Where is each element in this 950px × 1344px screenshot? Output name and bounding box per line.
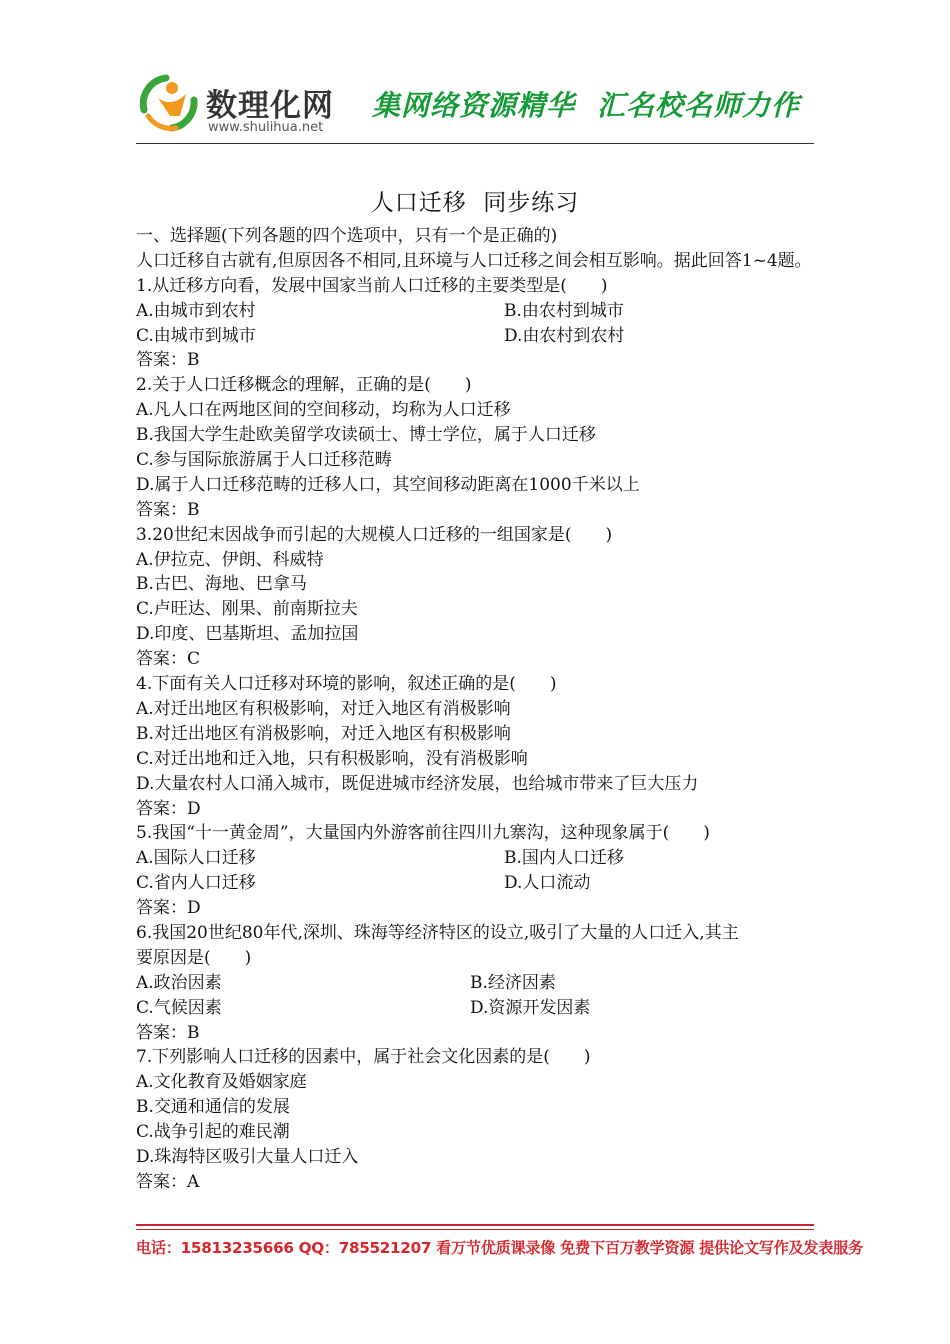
option: D.由农村到农村 bbox=[504, 325, 625, 346]
option: D.大量农村人口涌入城市，既促进城市经济发展，也给城市带来了巨大压力 bbox=[136, 773, 699, 794]
footer-divider-thin bbox=[136, 1229, 814, 1230]
question-6-stem-line1: 6.我国20世纪80年代,深圳、珠海等经济特区的设立,吸引了大量的人口迁入,其主 bbox=[136, 922, 739, 943]
option: C.参与国际旅游属于人口迁移范畴 bbox=[136, 450, 392, 471]
option: B.我国大学生赴欧美留学攻读硕士、博士学位，属于人口迁移 bbox=[136, 425, 596, 446]
site-header bbox=[136, 70, 816, 142]
option: C.由城市到城市 bbox=[136, 325, 256, 346]
option: A.政治因素 bbox=[136, 972, 222, 993]
question-5-options-row1 bbox=[136, 846, 816, 871]
option: B.由农村到城市 bbox=[504, 300, 624, 321]
slogan-right: 汇名校名师力作 bbox=[597, 89, 801, 122]
document-body bbox=[136, 224, 816, 1195]
intro-text: 人口迁移自古就有,但原因各不相同,且环境与人口迁移之间会相互影响。据此回答1~4题。 bbox=[136, 250, 812, 271]
question-2-answer: 答案：B bbox=[136, 499, 200, 520]
question-4-answer: 答案：D bbox=[136, 798, 201, 819]
question-4-stem: 4.下面有关人口迁移对环境的影响，叙述正确的是( ) bbox=[136, 674, 557, 695]
question-5-stem: 5.我国“十一黄金周”，大量国内外游客前往四川九寨沟，这种现象属于( ) bbox=[136, 823, 710, 844]
option: D.珠海特区吸引大量人口迁入 bbox=[136, 1146, 359, 1167]
question-2-stem: 2.关于人口迁移概念的理解，正确的是( ) bbox=[136, 375, 472, 396]
question-6-options-row2 bbox=[136, 996, 816, 1021]
option: C.对迁出地和迁入地，只有积极影响，没有消极影响 bbox=[136, 748, 528, 769]
question-1-options-row1 bbox=[136, 299, 816, 324]
question-1-options-row2 bbox=[136, 324, 816, 349]
section-heading: 一、选择题(下列各题的四个选项中，只有一个是正确的) bbox=[136, 226, 558, 246]
option: D.印度、巴基斯坦、孟加拉国 bbox=[136, 624, 359, 645]
question-7-stem: 7.下列影响人口迁移的因素中，属于社会文化因素的是( ) bbox=[136, 1047, 591, 1068]
option: B.国内人口迁移 bbox=[504, 848, 624, 869]
option: C.战争引起的难民潮 bbox=[136, 1122, 290, 1143]
slogan bbox=[372, 84, 800, 124]
option: B.对迁出地区有消极影响，对迁入地区有积极影响 bbox=[136, 723, 511, 744]
slogan-left: 集网络资源精华 bbox=[372, 89, 576, 122]
brand-url[interactable]: www.shulihua.net bbox=[208, 120, 324, 135]
option: C.气候因素 bbox=[136, 997, 222, 1018]
option: B.交通和通信的发展 bbox=[136, 1097, 290, 1118]
question-7-answer: 答案：A bbox=[136, 1171, 200, 1192]
option: A.文化教育及婚姻家庭 bbox=[136, 1072, 307, 1093]
question-5-options-row2 bbox=[136, 871, 816, 896]
question-5-answer: 答案：D bbox=[136, 898, 201, 919]
option: A.伊拉克、伊朗、科威特 bbox=[136, 549, 324, 570]
option: D.属于人口迁移范畴的迁移人口，其空间移动距离在1000千米以上 bbox=[136, 474, 640, 495]
footer-divider bbox=[136, 1224, 814, 1226]
question-6-stem-line2: 要原因是( ) bbox=[136, 947, 252, 968]
footer-contact: 电话：15813235666 QQ：785521207 看万节优质课录像 免费下百万教学资源 提供论文写作及发表服务 bbox=[136, 1239, 863, 1257]
option: A.国际人口迁移 bbox=[136, 848, 256, 869]
option: B.古巴、海地、巴拿马 bbox=[136, 574, 307, 595]
option: C.省内人口迁移 bbox=[136, 873, 256, 894]
question-3-stem: 3.20世纪末因战争而引起的大规模人口迁移的一组国家是( ) bbox=[136, 524, 613, 545]
brand-name: 数理化网 bbox=[206, 88, 334, 124]
header-divider bbox=[136, 143, 814, 144]
logo-icon bbox=[136, 70, 200, 134]
question-1-stem: 1.从迁移方向看，发展中国家当前人口迁移的主要类型是( ) bbox=[136, 275, 608, 296]
page-title: 人口迁移 同步练习 bbox=[370, 190, 580, 216]
option: A.凡人口在两地区间的空间移动，均称为人口迁移 bbox=[136, 400, 511, 421]
question-3-answer: 答案：C bbox=[136, 649, 201, 670]
option: C.卢旺达、刚果、前南斯拉夫 bbox=[136, 599, 358, 620]
option: B.经济因素 bbox=[470, 972, 556, 993]
option: A.由城市到农村 bbox=[136, 300, 256, 321]
option: A.对迁出地区有积极影响，对迁入地区有消极影响 bbox=[136, 698, 511, 719]
question-6-answer: 答案：B bbox=[136, 1022, 200, 1043]
option: D.资源开发因素 bbox=[470, 997, 591, 1018]
option: D.人口流动 bbox=[504, 873, 591, 894]
question-1-answer: 答案：B bbox=[136, 350, 200, 371]
question-6-options-row1 bbox=[136, 971, 816, 996]
